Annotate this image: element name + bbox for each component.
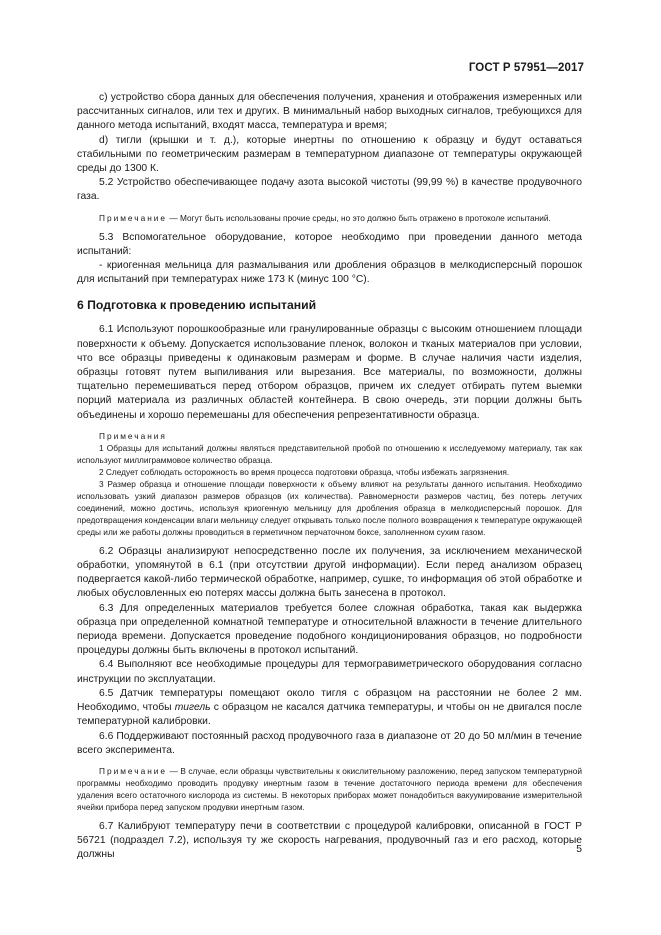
note-6-1-3: 3 Размер образца и отношение площади поверхности к объему влияют на результаты данного испытания. Необходимо использовать узкий диапазон размеров образцов (их количества). Равномерности размеров частиц, без потерь летучих соединений, можно достичь, используя криогенную мельницу для дробления образца в мелкодисперсный порошок. Для предотвращения конденсации влаги мельницу следует открывать только после полного возвращения к температуре окружающей среды или же работы должны проводиться в герметичном перчаточном боксе, заполненном сухим газом. [77, 478, 582, 537]
paragraph-5-2: 5.2 Устройство обеспечивающее подачу азота высокой чистоты (99,99 %) в качестве продувочного газа. [77, 177, 582, 203]
section-6-heading: 6 Подготовка к проведению испытаний [77, 298, 317, 313]
paragraph-6-5 [77, 687, 582, 730]
notes-heading [77, 430, 582, 442]
paragraph-6-4: 6.4 Выполняют все необходимые процедуры для термогравиметрического оборудования согласно инструкции по эксплуатации. [77, 659, 582, 685]
paragraph-5-3-item: - криогенная мельница для размалывания или дробления образцов в мелкодисперсный порошок для испытаний при температурах ниже 173 К (минус 100 °С). [77, 260, 582, 286]
p-6-5-part-a: 6.5 Датчик температуры помещают около тигля с образцом на расстоянии не более 2 мм. Необходимо, чтобы [77, 687, 582, 714]
p-6-5-part-b: с образцом не касался датчика температуры, и чтобы он не двигался после температурной калибровки. [77, 702, 582, 728]
note-text: — Могут быть использованы прочие среды, но это должно быть отражено в протоколе испытаний. [167, 212, 551, 223]
note-6-6 [77, 765, 582, 813]
paragraph-5-1-c: c) устройство сбора данных для обеспечения получения, хранения и отображения измеренных или рассчитанных сигналов, или тех и других. В минимальный набор выходных сигналов, требующихся для данного метода испытаний, входят масса, температура и время; [77, 92, 582, 132]
paragraph-5-1-d: d) тигли (крышки и т. д.), которые инертны по отношению к образцу и будут оставаться стабильными по геометрическим размерам в температурном диапазоне от температуры окружающей среды до 1300 К. [77, 134, 582, 175]
paragraph-6-2: 6.2 Образцы анализируют непосредственно после их получения, за исключением механической обработки, упомянутой в 6.1 (при отсутствии другой информации). Если перед анализом образец подвергается какой-либо термической обработке, например, сушке, то информация об этой обработке и любых обусловленных ею потерях массы должна быть занесена в протокол. [77, 545, 582, 600]
page-number: 5 [576, 844, 582, 855]
paragraph-6-7: 6.7 Калибруют температуру печи в соответствии с процедурой калибровки, описанной в ГОСТ Р 56721 (подраздел 7.2), используя ту же скорость нагревания, продувочный газ и его расход, которые должны [77, 820, 582, 861]
document-header-id: ГОСТ Р 57951—2017 [468, 62, 584, 74]
notes-label: Примечания [99, 430, 167, 441]
note-6-1-2: 2 Следует соблюдать осторожность во время процесса подготовки образца, чтобы избежать загрязнения. [99, 466, 510, 477]
paragraph-6-6: 6.6 Поддерживают постоянный расход продувочного газа в диапазоне от 20 до 50 мл/мин в течение всего эксперимента. [77, 730, 582, 756]
document-body [77, 91, 582, 863]
note-6-1-1: 1 Образцы для испытаний должны являться представительной пробой по отношению к исследуемому материалу, так как используют миллиграммовое количество образца. [77, 442, 582, 465]
note-label: Примечание [99, 212, 168, 223]
paragraph-6-1: 6.1 Используют порошкообразные или гранулированные образцы с высоким отношением площади поверхности к объему. Допускается использование пленок, волокон и тканых материалов при условии, что все образцы приведены к одинаковым размерам и форме. В случае наличия части изделия, образцы готовят путем выпиливания или вырезания. Все материалы, по возможности, должны тщательно перемешиваться перед отбором образцов, причем их следует отбирать путем выемки порций материала из различных областей контейнера. В свою очередь, эти порции должны быть объединены и хорошо перемешаны для обеспечения репрезентативности образца. [77, 324, 582, 421]
p-6-5-emphasis: тигель [174, 702, 211, 714]
note-label: Примечание [99, 765, 168, 776]
note-5-2 [77, 212, 582, 224]
paragraph-5-3: 5.3 Вспомогательное оборудование, которое необходимо при проведении данного метода испытаний: [77, 231, 582, 257]
paragraph-6-3: 6.3 Для определенных материалов требуется более сложная обработка, такая как выдержка образца при определенной комнатной температуре и относительной влажности в течение длительного периода времени. Допускается проведение подобного кондиционирования образцов, но подробности процедуры должны быть включены в протокол испытаний. [77, 602, 582, 657]
note-text: — В случае, если образцы чувствительны к окислительному разложению, перед запуском температурной программы необходимо проводить продувку инертным газом в течение достаточного периода времени для обеспечения удаления всего остаточного кислорода из системы. В некоторых приборах может понадобиться вакуумирование измерительной ячейки прибора перед запуском продувки инертным газом. [77, 765, 582, 812]
